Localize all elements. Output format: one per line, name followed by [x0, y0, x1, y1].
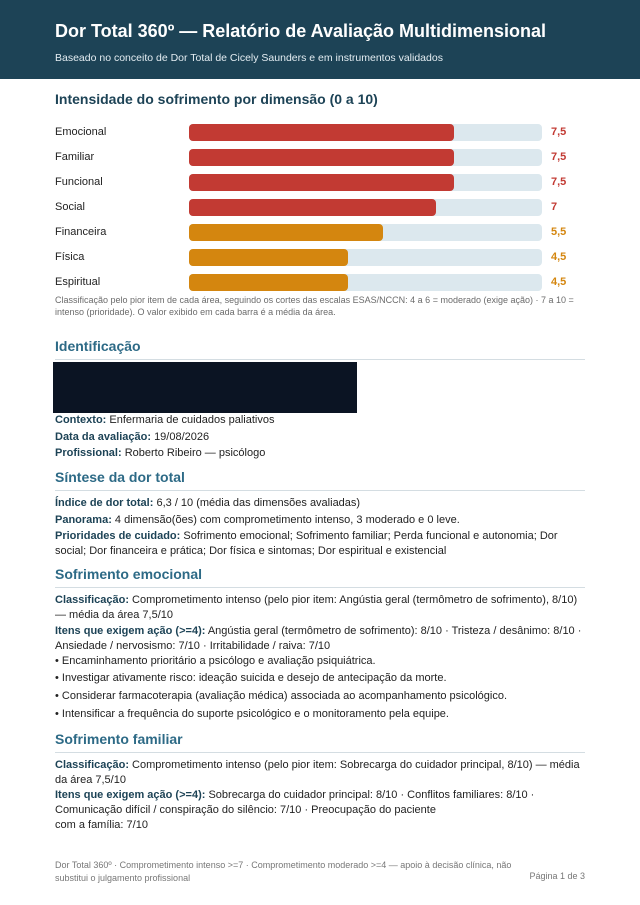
bar-row: [55, 274, 585, 292]
emocional-itens-label: Itens que exigem ação (>=4):: [55, 625, 206, 637]
data-label: Data da avaliação:: [55, 431, 151, 443]
emocional-itens-value: Angústia geral (termômetro de sofrimento): 8/10 · Tristeza / desânimo: 8/10 · Ansiedade / nervosismo: 7/10 · Irritabilidade / raiva: 7/10: [55, 625, 582, 652]
section-heading-emocional: Sofrimento emocional: [55, 566, 585, 588]
familiar-classificacao-label: Classificação:: [55, 759, 129, 771]
emocional-bullet: • Intensificar a frequência do suporte psicológico e o monitoramento pela equipe.: [55, 708, 449, 720]
profissional-line: [55, 446, 585, 461]
report-subtitle: Baseado no conceito de Dor Total de Cicely Saunders e em instrumentos validados: [55, 52, 443, 64]
contexto-label: Contexto:: [55, 414, 107, 426]
emocional-classificacao-value: Comprometimento intenso (pelo pior item: Angústia geral (termômetro de sofrimento), 8/10) — média da área 7,5/10: [55, 594, 578, 621]
bar-value-label: 7: [551, 201, 558, 213]
data-line: [55, 430, 585, 445]
bar-category-label: Social: [55, 201, 85, 213]
bar-row: [55, 199, 585, 217]
emocional-itens: [55, 624, 585, 654]
contexto-line: [55, 413, 585, 428]
familiar-classificacao-value: Comprometimento intenso (pelo pior item: Sobrecarga do cuidador principal, 8/10) — média da área 7,5/10: [55, 759, 580, 786]
bar: [189, 149, 454, 166]
panorama-line: [55, 513, 585, 528]
familiar-itens-continued: com a família: 7/10: [55, 819, 148, 831]
emocional-bullet: • Investigar ativamente risco: ideação suicida e desejo de antecipação da morte.: [55, 672, 447, 684]
emocional-bullet: • Encaminhamento prioritário a psicólogo e avaliação psiquiátrica.: [55, 655, 376, 667]
profissional-value: Roberto Ribeiro — psicólogo: [124, 447, 266, 459]
bar: [189, 199, 436, 216]
report-title: Dor Total 360º — Relatório de Avaliação Multidimensional: [55, 21, 547, 41]
section-heading-familiar: Sofrimento familiar: [55, 731, 585, 753]
section-heading-identificacao: Identificação: [55, 338, 585, 360]
emocional-classificacao: [55, 593, 585, 623]
bar-track: [189, 174, 542, 191]
profissional-label: Profissional:: [55, 447, 122, 459]
chart-title: Intensidade do sofrimento por dimensão (0 a 10): [55, 91, 378, 107]
bar-value-label: 4,5: [551, 251, 567, 263]
panorama-label: Panorama:: [55, 514, 112, 526]
footer-disclaimer: Dor Total 360º · Comprometimento intenso >=7 · Comprometimento moderado >=4 — apoio à decisão clínica, não substitui o julgamento profissional: [55, 860, 512, 883]
bar-row: [55, 149, 585, 167]
familiar-itens: [55, 788, 585, 818]
bar-track: [189, 199, 542, 216]
emocional-classificacao-label: Classificação:: [55, 594, 129, 606]
familiar-itens-label: Itens que exigem ação (>=4):: [55, 789, 206, 801]
prioridades-label: Prioridades de cuidado:: [55, 530, 181, 542]
bar-row: [55, 124, 585, 142]
bar-value-label: 7,5: [551, 176, 567, 188]
familiar-itens-value: Sobrecarga do cuidador principal: 8/10 · Conflitos familiares: 8/10 · Comunicação difícil / conspiração do silêncio: 7/10 · Preocupação do paciente: [55, 789, 535, 816]
emocional-bullet: • Considerar farmacoterapia (avaliação médica) associada ao acompanhamento psicológico.: [55, 690, 508, 702]
bar-track: [189, 249, 542, 266]
indice-line: [55, 496, 585, 511]
section-heading-sintese: Síntese da dor total: [55, 469, 585, 491]
bar-category-label: Espiritual: [55, 276, 101, 288]
bar-track: [189, 224, 542, 241]
bar-category-label: Familiar: [55, 151, 95, 163]
contexto-value: Enfermaria de cuidados paliativos: [109, 414, 275, 426]
bar: [189, 224, 383, 241]
bar: [189, 274, 348, 291]
indice-value: 6,3 / 10 (média das dimensões avaliadas): [156, 497, 361, 509]
redacted-block: [53, 362, 357, 413]
indice-label: Índice de dor total:: [55, 497, 154, 509]
bar-value-label: 7,5: [551, 126, 567, 138]
bar: [189, 124, 454, 141]
bar-value-label: 4,5: [551, 276, 567, 288]
bar-value-label: 5,5: [551, 226, 567, 238]
bar-track: [189, 124, 542, 141]
bar-track: [189, 149, 542, 166]
bar-category-label: Financeira: [55, 226, 107, 238]
bar-row: [55, 249, 585, 267]
prioridades-line: [55, 529, 585, 559]
bar-row: [55, 224, 585, 242]
bar: [189, 249, 348, 266]
bar-value-label: 7,5: [551, 151, 567, 163]
bar-track: [189, 274, 542, 291]
bar: [189, 174, 454, 191]
bar-row: [55, 174, 585, 192]
familiar-classificacao: [55, 758, 585, 788]
chart-note: Classificação pelo pior item de cada área, seguindo os cortes das escalas ESAS/NCCN: 4 a 6 = moderado (exige ação) · 7 a 10 = intenso (prioridade). O valor exibido em cada barra é a média da área.: [55, 295, 574, 317]
bar-category-label: Funcional: [55, 176, 103, 188]
bar-category-label: Física: [55, 251, 85, 263]
data-value: 19/08/2026: [154, 431, 210, 443]
bar-category-label: Emocional: [55, 126, 107, 138]
prioridades-value: Sofrimento emocional; Sofrimento familiar; Perda funcional e autonomia; Dor social; Dor financeira e prática; Dor física e sintomas; Dor espiritual e existencial: [55, 530, 558, 557]
report-header: [0, 0, 640, 79]
page-number: Página 1 de 3: [529, 871, 585, 881]
panorama-value: 4 dimensão(ões) com comprometimento intenso, 3 moderado e 0 leve.: [114, 514, 460, 526]
